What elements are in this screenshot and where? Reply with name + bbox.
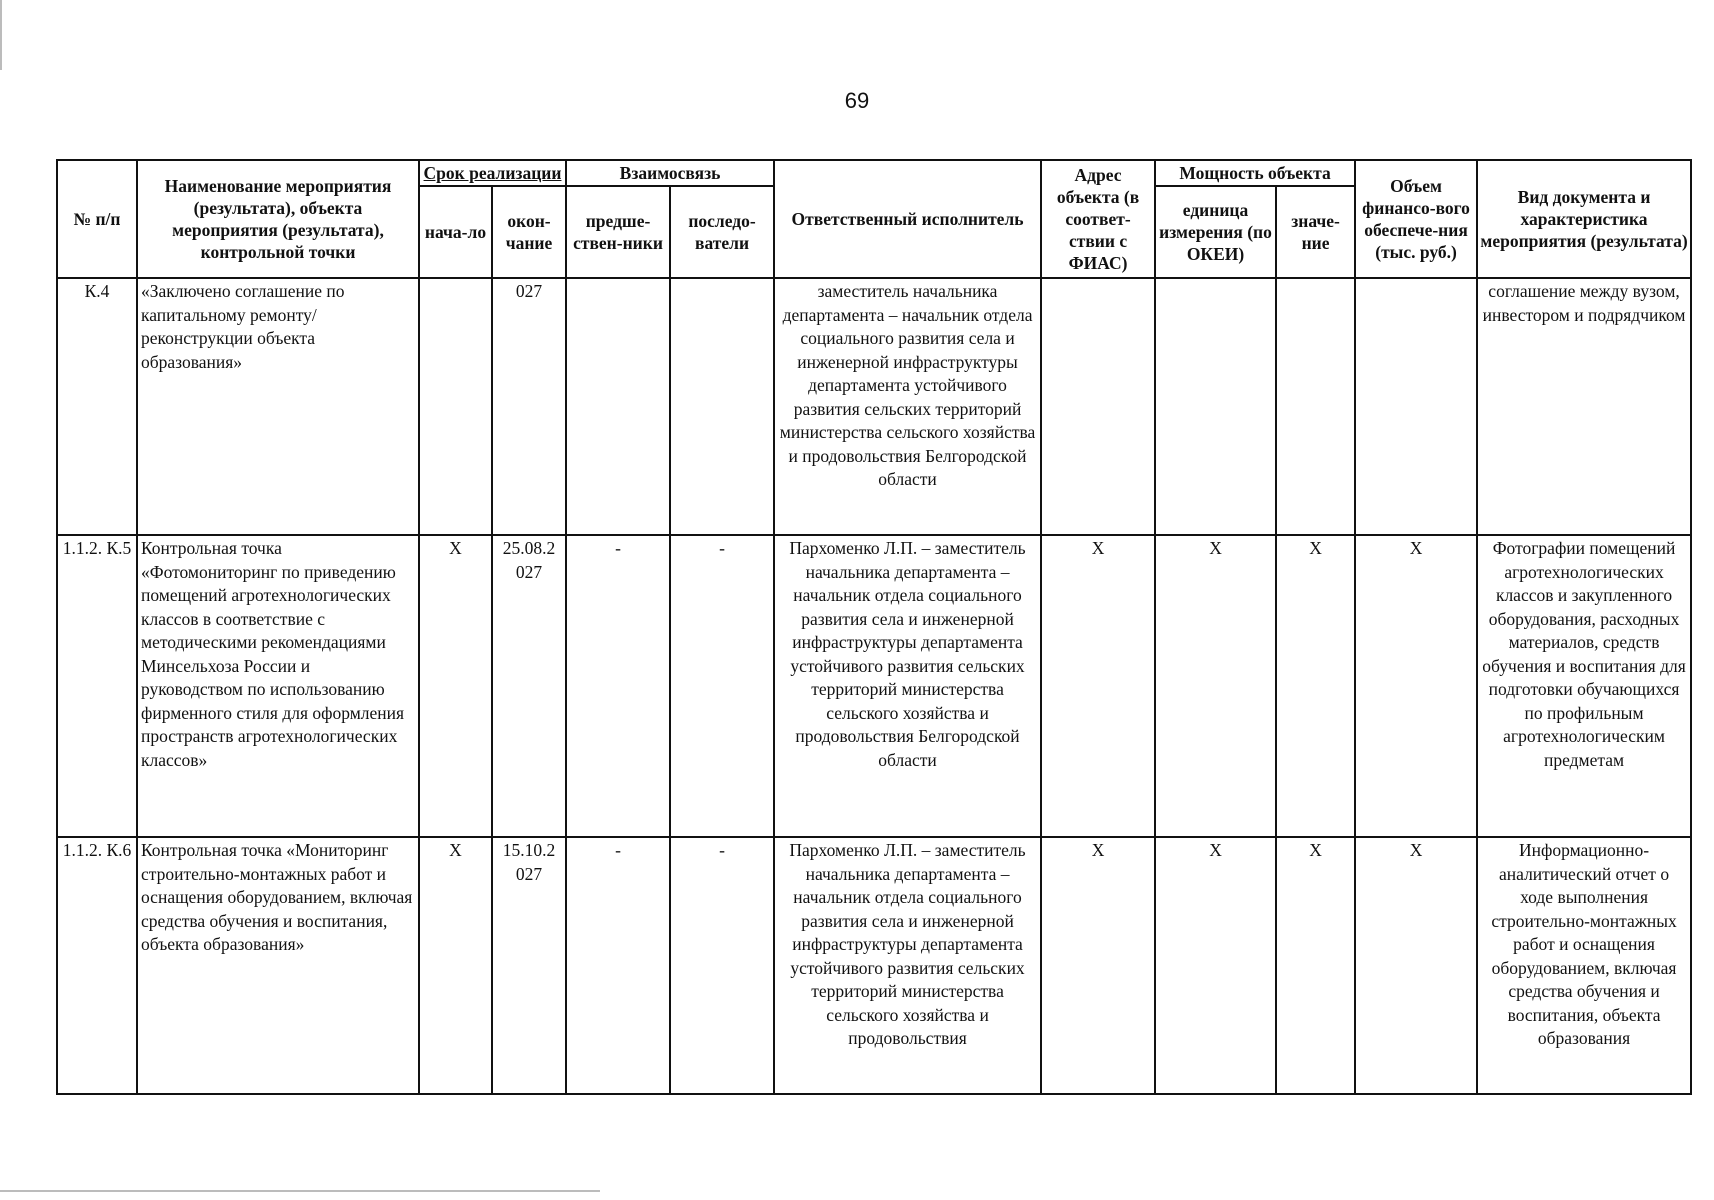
header-term-start: нача-ло — [419, 186, 492, 278]
cell-num: 1.1.2. К.6 — [57, 837, 137, 1094]
cell-start: X — [419, 837, 492, 1094]
header-responsible: Ответственный исполнитель — [774, 160, 1041, 278]
header-capacity-unit: единица измерения (по ОКЕИ) — [1155, 186, 1276, 278]
cell-responsible: заместитель начальника департамента – начальник отдела социального развития села и инженерной инфраструктуры департамента устойчивого развития сельских территорий министерства сельского хозяйства и продовольствия Белгородской области — [774, 278, 1041, 535]
table-row — [57, 278, 1691, 535]
header-relation-prev: предше-ствен-ники — [566, 186, 670, 278]
cell-value — [1276, 278, 1355, 535]
cell-value: X — [1276, 837, 1355, 1094]
header-num: № п/п — [57, 160, 137, 278]
cell-finance: X — [1355, 837, 1477, 1094]
cell-name: «Заключено соглашение по капитальному ремонту/реконструкции объекта образования» — [137, 278, 419, 535]
cell-prev: - — [566, 837, 670, 1094]
table-header-row-1 — [57, 160, 1691, 186]
header-capacity-value: значе-ние — [1276, 186, 1355, 278]
cell-next: - — [670, 837, 774, 1094]
cell-num: 1.1.2. К.5 — [57, 535, 137, 837]
cell-doc: соглашение между вузом, инвестором и подрядчиком — [1477, 278, 1691, 535]
table-row — [57, 837, 1691, 1094]
cell-start: X — [419, 535, 492, 837]
cell-unit: X — [1155, 837, 1276, 1094]
cell-unit — [1155, 278, 1276, 535]
cell-prev — [566, 278, 670, 535]
header-capacity: Мощность объекта — [1155, 160, 1355, 186]
cell-prev: - — [566, 535, 670, 837]
scan-edge-line-bottom — [0, 1190, 600, 1192]
cell-responsible: Пархоменко Л.П. – заместитель начальника департамента – начальник отдела социального развития села и инженерной инфраструктуры департамента устойчивого развития сельских территорий министерства сельского хозяйства и продовольствия Белгородской области — [774, 535, 1041, 837]
cell-end: 027 — [492, 278, 566, 535]
cell-finance: X — [1355, 535, 1477, 837]
cell-address: X — [1041, 837, 1155, 1094]
header-address: Адрес объекта (в соответ-ствии с ФИАС) — [1041, 160, 1155, 278]
table-row — [57, 535, 1691, 837]
header-name: Наименование мероприятия (результата), объекта мероприятия (результата), контрольной точки — [137, 160, 419, 278]
cell-address: X — [1041, 535, 1155, 837]
header-term-end: окон-чание — [492, 186, 566, 278]
header-relation: Взаимосвязь — [566, 160, 774, 186]
cell-end: 15.10.2 027 — [492, 837, 566, 1094]
cell-unit: X — [1155, 535, 1276, 837]
cell-value: X — [1276, 535, 1355, 837]
page-number: 69 — [844, 88, 870, 113]
scan-edge-line-top — [0, 0, 2, 70]
header-finance: Объем финансо-вого обеспече-ния (тыс. руб.) — [1355, 160, 1477, 278]
cell-responsible: Пархоменко Л.П. – заместитель начальника департамента – начальник отдела социального развития села и инженерной инфраструктуры департамента устойчивого развития сельских территорий министерства сельского хозяйства и продовольствия — [774, 837, 1041, 1094]
cell-name: Контрольная точка «Мониторинг строительно-монтажных работ и оснащения оборудованием, включая средства обучения и воспитания, объекта образования» — [137, 837, 419, 1094]
cell-num: К.4 — [57, 278, 137, 535]
cell-start — [419, 278, 492, 535]
cell-finance — [1355, 278, 1477, 535]
cell-doc: Фотографии помещений агротехнологических классов и закупленного оборудования, расходных материалов, средств обучения и воспитания для подготовки обучающихся по профильным агротехнологическим предметам — [1477, 535, 1691, 837]
header-term: Срок реализации — [419, 160, 566, 186]
activities-table — [56, 159, 1692, 1095]
header-doc-type: Вид документа и характеристика мероприятия (результата) — [1477, 160, 1691, 278]
cell-next: - — [670, 535, 774, 837]
cell-next — [670, 278, 774, 535]
cell-doc: Информационно-аналитический отчет о ходе выполнения строительно-монтажных работ и оснащения оборудованием, включая средства обучения и воспитания, объекта образования — [1477, 837, 1691, 1094]
cell-address — [1041, 278, 1155, 535]
cell-name: Контрольная точка «Фотомониторинг по приведению помещений агротехнологических классов в соответствие с методическими рекомендациями Минсельхоза России и руководством по использованию фирменного стиля для оформления пространств агротехнологических классов» — [137, 535, 419, 837]
cell-end: 25.08.2 027 — [492, 535, 566, 837]
header-relation-next: последо-ватели — [670, 186, 774, 278]
